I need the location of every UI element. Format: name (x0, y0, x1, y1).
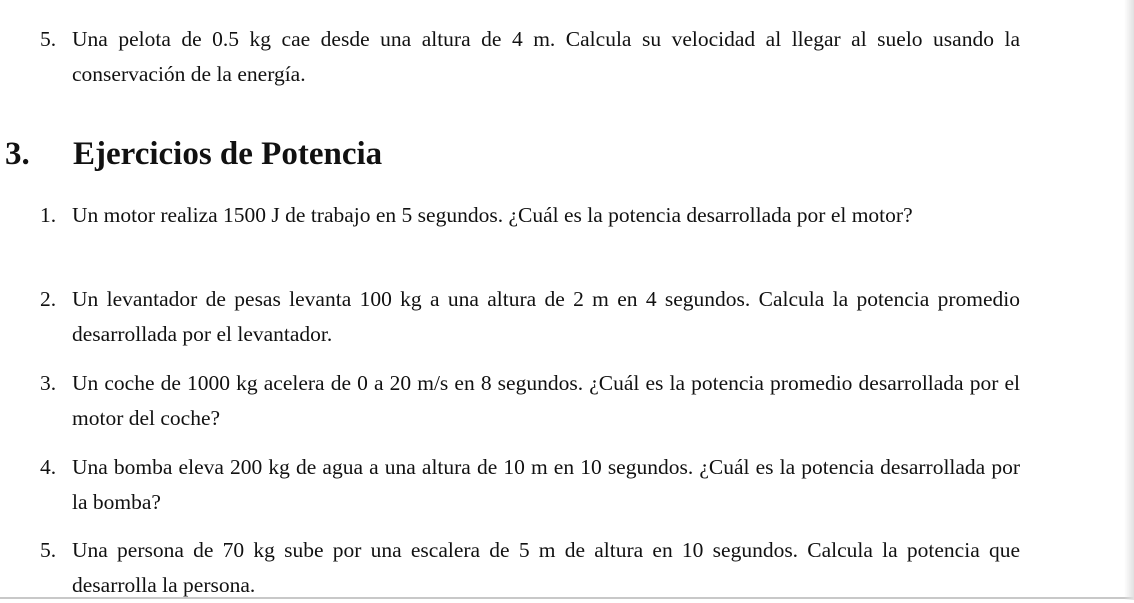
power-exercise-item-2 (40, 282, 1020, 352)
section-number: 3. (5, 136, 30, 172)
item-text: Un motor realiza 1500 J de trabajo en 5 segundos. ¿Cuál es la potencia desarrollada por el motor? (72, 203, 913, 227)
item-text: Una pelota de 0.5 kg cae desde una altura de 4 m. Calcula su velocidad al llegar al suelo usando la conservación de la energía. (72, 27, 1020, 86)
section-heading (5, 132, 382, 176)
item-text: Una persona de 70 kg sube por una escalera de 5 m de altura en 10 segundos. Calcula la potencia que desarrolla la persona. (72, 538, 1020, 597)
item-number: 3. (40, 371, 57, 395)
bottom-edge-rule (0, 597, 1134, 599)
item-number: 1. (40, 203, 57, 227)
item-text: Un coche de 1000 kg acelera de 0 a 20 m/s en 8 segundos. ¿Cuál es la potencia promedio desarrollada por el motor del coche? (72, 371, 1020, 430)
section-title: Ejercicios de Potencia (73, 136, 383, 172)
item-text: Un levantador de pesas levanta 100 kg a una altura de 2 m en 4 segundos. Calcula la potencia promedio desarrollada por el levantador. (72, 287, 1020, 346)
previous-exercise-item (40, 22, 1020, 92)
item-text: Una bomba eleva 200 kg de agua a una altura de 10 m en 10 segundos. ¿Cuál es la potencia desarrollada por la bomba? (72, 455, 1020, 514)
item-number: 5. (40, 538, 57, 562)
power-exercise-item-3 (40, 366, 1020, 436)
power-exercise-item-5 (40, 533, 1020, 603)
item-number: 5. (40, 27, 57, 51)
power-exercise-item-4 (40, 450, 1020, 520)
item-number: 2. (40, 287, 57, 311)
power-exercise-item-1 (40, 198, 1020, 233)
item-number: 4. (40, 455, 57, 479)
page-edge-shadow (1124, 0, 1134, 600)
